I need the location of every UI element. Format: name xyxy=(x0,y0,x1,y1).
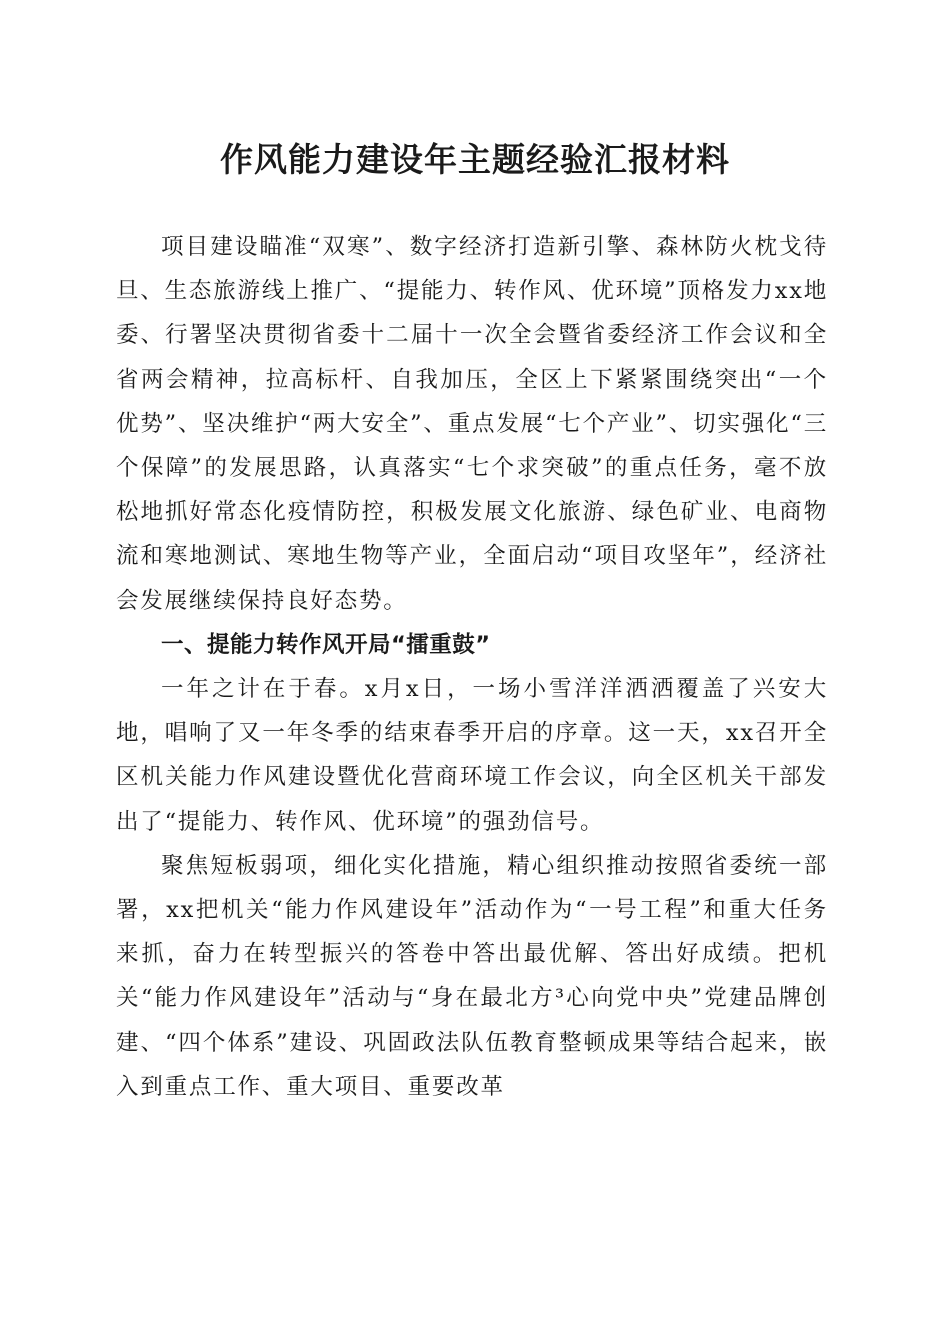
document-title: 作风能力建设年主题经验汇报材料 xyxy=(220,140,730,179)
section-heading: 一、提能力转作风开局“擂重鼓” xyxy=(161,631,491,658)
document-body xyxy=(116,225,828,1109)
intro-paragraph: 项目建设瞄准“双寒”、数字经济打造新引擎、森林防火枕戈待旦、生态旅游线上推广、“提能力、转作风、优环境”顶格发力xx地委、行署坚决贯彻省委十二届十一次全会暨省委经济工作会议和全省两会精神，拉高标杆、自我加压，全区上下紧紧围绕突出“一个优势”、坚决维护“两大安全”、重点发展“七个产业”、切实强化“三个保障”的发展思路，认真落实“七个求突破”的重点任务，毫不放松地抓好常态化疫情防控，积极发展文化旅游、绿色矿业、电商物流和寒地测试、寒地生物等产业，全面启动“项目攻坚年”，经济社会发展继续保持良好态势。 xyxy=(116,234,828,614)
section-paragraph: 一年之计在于春。x月x日，一场小雪洋洋洒洒覆盖了兴安大地，唱响了又一年冬季的结束春季开启的序章。这一天，xx召开全区机关能力作风建设暨优化营商环境工作会议，向全区机关干部发出了“提能力、转作风、优环境”的强劲信号。 xyxy=(116,676,828,835)
section-paragraph: 聚焦短板弱项，细化实化措施，精心组织推动按照省委统一部署，xx把机关“能力作风建设年”活动作为“一号工程”和重大任务来抓，奋力在转型振兴的答卷中答出最优解、答出好成绩。把机关“能力作风建设年”活动与“身在最北方³心向党中央”党建品牌创建、“四个体系”建设、巩固政法队伍教育整顿成果等结合起来，嵌入到重点工作、重大项目、重要改革 xyxy=(116,852,828,1100)
